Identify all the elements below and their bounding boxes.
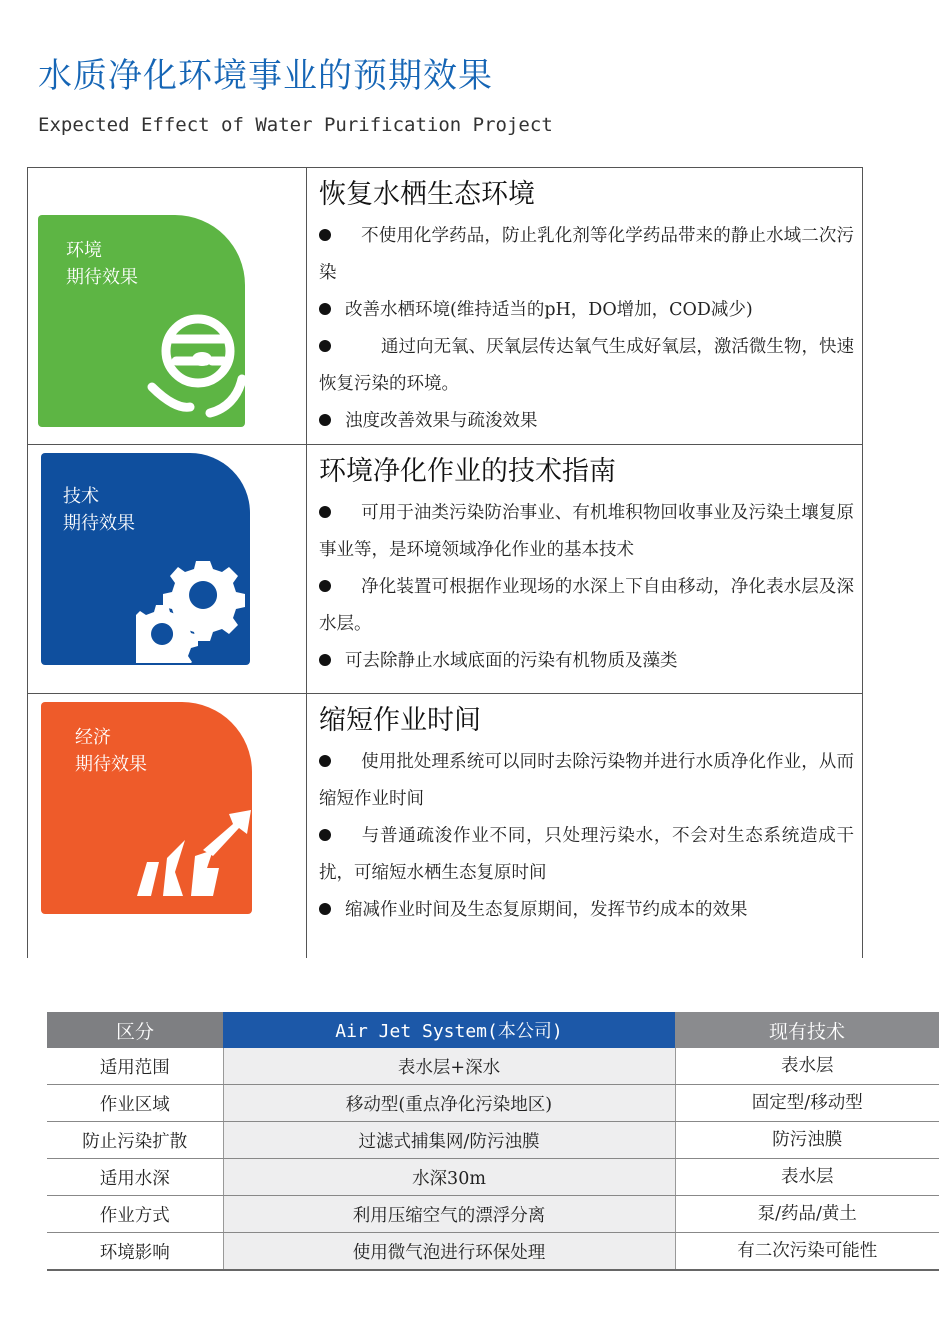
panel-label: 环境 期待效果 bbox=[66, 240, 138, 288]
comparison-table bbox=[47, 1012, 939, 1271]
row-label: 适用范围 bbox=[47, 1048, 223, 1085]
list-item: 净化装置可根据作业现场的水深上下自由移动，净化表水层及深水层。 bbox=[319, 577, 854, 634]
our-system-value: 利用压缩空气的漂浮分离 bbox=[223, 1196, 675, 1233]
effect-title: 恢复水栖生态环境 bbox=[319, 179, 535, 210]
bullet-icon bbox=[319, 414, 331, 426]
effect-bullet-list bbox=[319, 218, 854, 440]
header-our-system: Air Jet System(本公司) bbox=[223, 1012, 675, 1048]
table-row bbox=[47, 1122, 939, 1159]
bullet-icon bbox=[319, 229, 331, 241]
existing-tech-value: 防污浊膜 bbox=[675, 1122, 939, 1159]
effects-table bbox=[27, 167, 863, 958]
list-item: 可用于油类污染防治事业、有机堆积物回收事业及污染土壤复原事业等，是环境领域净化作业的基本技术 bbox=[319, 503, 854, 560]
row-label: 作业方式 bbox=[47, 1196, 223, 1233]
panel-label: 经济 期待效果 bbox=[75, 727, 147, 775]
table-row bbox=[47, 1196, 939, 1233]
table-row bbox=[47, 1159, 939, 1196]
existing-tech-value: 表水层 bbox=[675, 1159, 939, 1196]
existing-tech-value: 固定型/移动型 bbox=[675, 1085, 939, 1122]
list-item: 浊度改善效果与疏浚效果 bbox=[319, 403, 854, 440]
effect-content-cell bbox=[307, 168, 862, 444]
environment-effect-panel bbox=[38, 215, 245, 427]
bullet-icon bbox=[319, 829, 331, 841]
our-system-value: 表水层+深水 bbox=[223, 1048, 675, 1085]
effect-title: 缩短作业时间 bbox=[319, 705, 481, 736]
row-label: 防止污染扩散 bbox=[47, 1122, 223, 1159]
row-label: 作业区域 bbox=[47, 1085, 223, 1122]
effect-bullet-list bbox=[319, 744, 854, 929]
table-row bbox=[47, 1233, 939, 1271]
list-item: 可去除静止水域底面的污染有机物质及藻类 bbox=[319, 643, 854, 680]
existing-tech-value: 泵/药品/黄土 bbox=[675, 1196, 939, 1233]
bullet-icon bbox=[319, 903, 331, 915]
header-existing-tech: 现有技术 bbox=[675, 1012, 939, 1048]
bullet-icon bbox=[319, 755, 331, 767]
bullet-icon bbox=[319, 654, 331, 666]
eco-hands-icon bbox=[146, 309, 245, 419]
row-label: 环境影响 bbox=[47, 1233, 223, 1271]
effect-content-cell bbox=[307, 445, 862, 693]
list-item: 改善水栖环境(维持适当的pH，DO增加，COD减少) bbox=[319, 292, 854, 329]
existing-tech-value: 表水层 bbox=[675, 1048, 939, 1085]
table-row bbox=[47, 1085, 939, 1122]
our-system-value: 水深30m bbox=[223, 1159, 675, 1196]
list-item: 与普通疏浚作业不同，只处理污染水，不会对生态系统造成干扰，可缩短水栖生态复原时间 bbox=[319, 826, 854, 883]
list-item: 通过向无氧、厌氧层传达氧气生成好氧层，激活微生物，快速恢复污染的环境。 bbox=[319, 337, 854, 394]
page-subtitle: Expected Effect of Water Purification Project bbox=[38, 114, 553, 136]
technology-effect-panel bbox=[41, 453, 250, 665]
economy-effect-panel bbox=[41, 702, 252, 914]
row-label: 适用水深 bbox=[47, 1159, 223, 1196]
page-title: 水质净化环境事业的预期效果 bbox=[38, 56, 493, 96]
gears-icon bbox=[136, 553, 250, 663]
effect-bullet-list bbox=[319, 495, 854, 680]
comparison-header-row bbox=[47, 1012, 939, 1048]
list-item: 不使用化学药品，防止乳化剂等化学药品带来的静止水域二次污染 bbox=[319, 226, 854, 283]
table-row bbox=[47, 1048, 939, 1085]
effect-title: 环境净化作业的技术指南 bbox=[319, 456, 616, 487]
growth-chart-icon bbox=[133, 810, 252, 900]
list-item: 缩减作业时间及生态复原期间，发挥节约成本的效果 bbox=[319, 892, 854, 929]
our-system-value: 过滤式捕集网/防污浊膜 bbox=[223, 1122, 675, 1159]
our-system-value: 移动型(重点净化污染地区) bbox=[223, 1085, 675, 1122]
bullet-icon bbox=[319, 580, 331, 592]
bullet-icon bbox=[319, 506, 331, 518]
bullet-icon bbox=[319, 303, 331, 315]
bullet-icon bbox=[319, 340, 331, 352]
effect-content-cell bbox=[307, 694, 862, 958]
panel-label: 技术 期待效果 bbox=[63, 486, 135, 534]
list-item: 使用批处理系统可以同时去除污染物并进行水质净化作业，从而缩短作业时间 bbox=[319, 752, 854, 809]
our-system-value: 使用微气泡进行环保处理 bbox=[223, 1233, 675, 1271]
header-category: 区分 bbox=[47, 1012, 223, 1048]
existing-tech-value: 有二次污染可能性 bbox=[675, 1233, 939, 1271]
